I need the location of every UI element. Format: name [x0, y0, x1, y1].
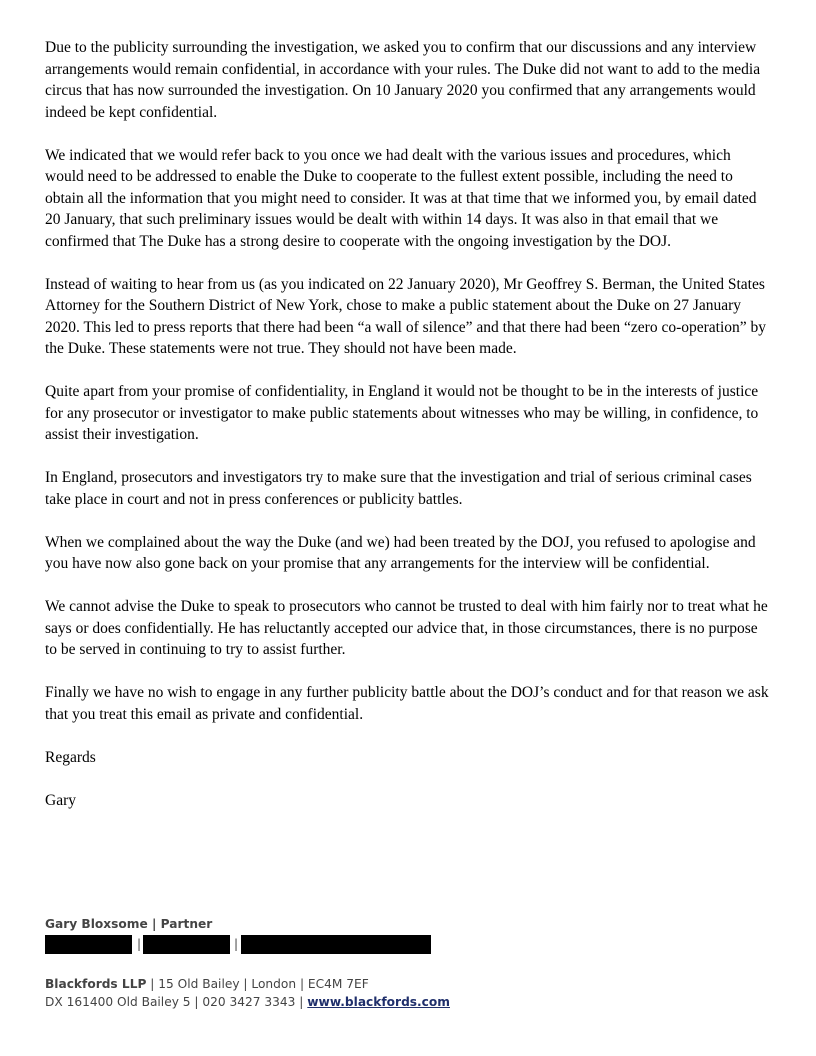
firm-name: Blackfords LLP	[45, 977, 147, 991]
dx-phone: DX 161400 Old Bailey 5 | 020 3427 3343 |	[45, 995, 308, 1009]
paragraph-public-statement: Instead of waiting to hear from us (as you indicated on 22 January 2020), Mr Geoffrey S. Berman, the United States Attorney for the Southern District of New York, chose to make a public statement about the Duke on 27 January 2020. This led to press reports that there had been “a wall of silence” and that there had been “zero co-operation” by the Duke. These statements were not true. They should not have been made.	[45, 275, 767, 357]
paragraph-advice: We cannot advise the Duke to speak to prosecutors who cannot be trusted to deal with him fairly nor to treat what he says or does confidentially. He has reluctantly accepted our advice that, in those circumstances, there is no purpose to be served in continuing to try to assist further.	[45, 598, 768, 658]
paragraph-preliminary-issues: We indicated that we would refer back to you once we had dealt with the various issues and procedures, which would need to be addressed to enable the Duke to cooperate to the fullest extent possible, including the need to obtain all the information that you might need to consider. It was at that time that we informed you, by email dated 20 January, that such preliminary issues would be dealt with within 14 days. It was also in that email that we confirmed that The Duke has a strong desire to cooperate with the ongoing investigation by the DOJ.	[45, 146, 757, 250]
signoff: Gary	[45, 791, 76, 809]
website-link[interactable]: www.blackfords.com	[307, 995, 450, 1009]
paragraph-complaint: When we complained about the way the Duke (and we) had been treated by the DOJ, you refused to apologise and you have now also gone back on your promise that any arrangements for the interview will be confidential.	[45, 533, 756, 572]
redaction-block	[241, 935, 431, 954]
firm-address-line	[45, 975, 765, 993]
email-signature	[45, 915, 765, 1011]
closing: Regards	[45, 748, 96, 766]
paragraph-confidentiality-request: Due to the publicity surrounding the investigation, we asked you to confirm that our discussions and any interview arrangements would remain confidential, in accordance with your rules. The Duke did not want to add to the media circus that has now surrounded the investigation. On 10 January 2020 you confirmed that any arrangements would indeed be kept confidential.	[45, 39, 761, 121]
separator-pipe: |	[137, 937, 142, 951]
separator-pipe: |	[234, 937, 239, 951]
paragraph-private-request: Finally we have no wish to engage in any further publicity battle about the DOJ’s conduct and for that reason we ask that you treat this email as private and confidential.	[45, 684, 769, 723]
letter-body	[45, 37, 773, 833]
firm-contact-line	[45, 993, 765, 1011]
signature-name-line: Gary Bloxsome | Partner	[45, 917, 213, 931]
paragraph-english-practice: Quite apart from your promise of confidentiality, in England it would not be thought to be in the interests of justice for any prosecutor or investigator to make public statements about witnesses who may be willing, in confidence, to assist their investigation.	[45, 383, 759, 443]
redacted-contact-line	[45, 935, 765, 955]
paragraph-court-not-press: In England, prosecutors and investigators try to make sure that the investigation and trial of serious criminal cases take place in court and not in press conferences or publicity battles.	[45, 469, 752, 508]
redaction-block	[143, 935, 230, 954]
redaction-block	[45, 935, 132, 954]
firm-address: | 15 Old Bailey | London | EC4M 7EF	[146, 977, 369, 991]
